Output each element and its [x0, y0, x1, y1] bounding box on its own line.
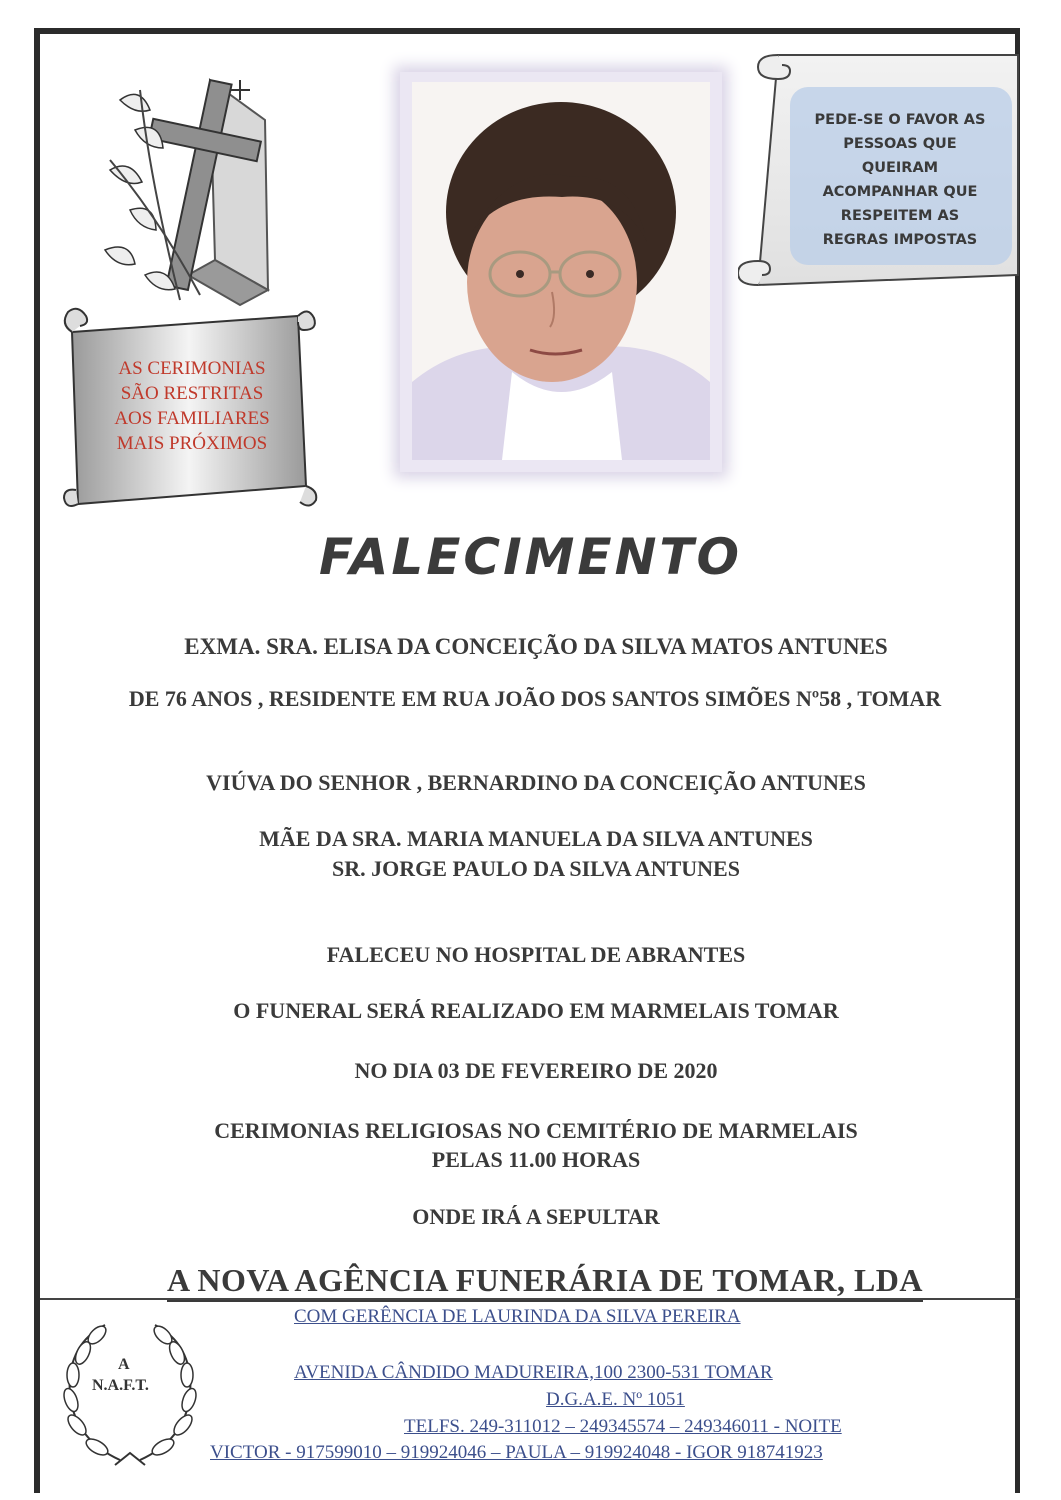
left-notice-line: AS CERIMONIAS — [118, 358, 266, 379]
portrait-photo-frame — [400, 72, 722, 472]
laurel-wreath-icon — [55, 1315, 205, 1475]
agency-name-text: A NOVA AGÊNCIA FUNERÁRIA DE TOMAR, LDA — [167, 1262, 923, 1302]
right-notice-line: ACOMPANHAR QUE — [822, 184, 978, 200]
left-notice-text — [86, 356, 298, 456]
agency-address: AVENIDA CÂNDIDO MADUREIRA,100 2300-531 TOMAR — [294, 1362, 773, 1383]
ceremony-line: CERIMONIAS RELIGIOSAS NO CEMITÉRIO DE MARMELAIS — [214, 1118, 858, 1143]
agency-phones: TELFS. 249-311012 – 249345574 – 249346011 - NOITE — [404, 1416, 842, 1437]
date-line: NO DIA 03 DE FEVEREIRO DE 2020 — [354, 1058, 718, 1083]
agency-name — [0, 1262, 1061, 1299]
funeral-line: O FUNERAL SERÁ REALIZADO EM MARMELAIS TOMAR — [233, 998, 839, 1023]
footer-divider — [40, 1298, 1020, 1300]
portrait-photo — [412, 82, 710, 460]
right-notice-line: PEDE-SE O FAVOR AS — [814, 112, 986, 128]
mother-line-2: SR. JORGE PAULO DA SILVA ANTUNES — [332, 856, 740, 881]
agency-night-contacts: VICTOR - 917599010 – 919924046 – PAULA – 919924048 - IGOR 918741923 — [210, 1442, 823, 1463]
ceremony-time-line: PELAS 11.00 HORAS — [431, 1147, 641, 1172]
left-notice-line: SÃO RESTRITAS — [120, 383, 264, 404]
cross-with-lilies-icon — [90, 60, 280, 310]
right-notice-line: PESSOAS QUE — [843, 136, 957, 152]
right-notice-line: REGRAS IMPOSTAS — [822, 232, 978, 248]
agency-management: COM GERÊNCIA DE LAURINDA DA SILVA PEREIRA — [294, 1306, 741, 1327]
right-notice-line: QUEIRAM — [861, 160, 939, 176]
mother-line-1: MÃE DA SRA. MARIA MANUELA DA SILVA ANTUNES — [259, 826, 813, 851]
died-at-line: FALECEU NO HOSPITAL DE ABRANTES — [326, 942, 746, 967]
logo-text: N.A.F.T. — [92, 1377, 149, 1394]
burial-line: ONDE IRÁ A SEPULTAR — [412, 1204, 660, 1229]
left-notice-line: MAIS PRÓXIMOS — [116, 433, 268, 454]
deceased-age-residence: DE 76 ANOS , RESIDENTE EM RUA JOÃO DOS SANTOS SIMÕES Nº58 , TOMAR — [128, 686, 942, 711]
left-notice-line: AOS FAMILIARES — [114, 408, 270, 429]
page-title: FALECIMENTO — [318, 528, 743, 586]
logo-letter: A — [118, 1356, 130, 1373]
deceased-name: EXMA. SRA. ELISA DA CONCEIÇÃO DA SILVA MATOS ANTUNES — [184, 634, 888, 659]
widow-line: VIÚVA DO SENHOR , BERNARDINO DA CONCEIÇÃO ANTUNES — [206, 770, 866, 795]
right-notice-line: RESPEITEM AS — [840, 208, 960, 224]
right-notice-text — [790, 108, 1010, 252]
agency-dgae: D.G.A.E. Nº 1051 — [546, 1389, 685, 1410]
